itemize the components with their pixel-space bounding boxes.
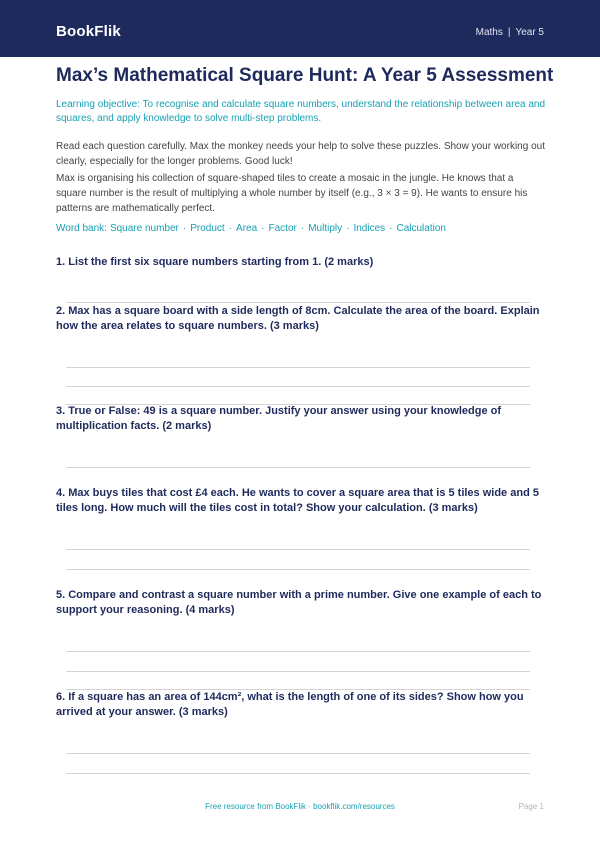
answer-line[interactable] xyxy=(66,671,530,672)
learning-objective: Learning objective: To recognise and calculate square numbers, understand the relationship between area and squares, and apply knowledge to solve multi-step problems. xyxy=(56,99,546,124)
answer-line[interactable] xyxy=(66,569,530,570)
word-bank-word: Square number xyxy=(109,223,179,234)
question-6: 6. If a square has an area of 144cm², what is the length of one of its sides? Show how you arrived at your answer. (3 marks) xyxy=(56,691,524,718)
word-bank-word: Factor xyxy=(268,223,297,234)
answer-line[interactable] xyxy=(66,753,530,754)
brand-logo: BookFlik xyxy=(56,23,121,40)
answer-line[interactable] xyxy=(66,651,530,652)
answer-line[interactable] xyxy=(66,467,530,468)
page-header xyxy=(0,0,600,57)
question-1: 1. List the first six square numbers starting from 1. (2 marks) xyxy=(56,256,374,268)
word-bank-word: Product xyxy=(190,223,225,234)
page-title: Max’s Mathematical Square Hunt: A Year 5 Assessment xyxy=(56,65,554,86)
answer-line[interactable] xyxy=(66,386,530,387)
word-bank xyxy=(56,223,446,234)
word-separator: · xyxy=(300,223,305,234)
separator: | xyxy=(507,27,511,38)
separator-line xyxy=(66,302,530,303)
answer-line[interactable] xyxy=(66,773,530,774)
subject-year xyxy=(476,27,544,38)
question-5: 5. Compare and contrast a square number with a prime number. Give one example of each to support your reasoning. (4 marks) xyxy=(56,589,542,616)
footer-credit-link[interactable]: Free resource from BookFlik · bookflik.com/resources xyxy=(205,802,395,811)
story-text: Max is organising his collection of square-shaped tiles to create a mosaic in the jungle. He knows that a square number is the result of multiplying a whole number by itself (e.g., 3 × 3 = 9). He wants to ensure his patterns are mathematically perfect. xyxy=(56,173,528,214)
page-number: Page 1 xyxy=(518,802,544,811)
word-bank-word: Multiply xyxy=(308,223,343,234)
word-bank-word: Indices xyxy=(353,223,386,234)
word-separator: · xyxy=(389,223,393,234)
question-3: 3. True or False: 49 is a square number. Justify your answer using your knowledge of multiplication facts. (2 marks) xyxy=(56,405,502,432)
word-separator: · xyxy=(228,223,233,234)
word-bank-word: Area xyxy=(236,223,258,234)
word-separator: · xyxy=(261,223,265,234)
word-separator: · xyxy=(346,223,350,234)
answer-line[interactable] xyxy=(66,367,530,368)
question-2: 2. Max has a square board with a side length of 8cm. Calculate the area of the board. Explain how the area relates to square numbers. (3 marks) xyxy=(56,305,540,332)
word-separator: · xyxy=(182,223,187,234)
subject-label: Maths xyxy=(475,27,503,38)
word-bank-label: Word bank: xyxy=(56,223,107,234)
word-bank-word: Calculation xyxy=(396,223,446,234)
question-4: 4. Max buys tiles that cost £4 each. He wants to cover a square area that is 5 tiles wide and 5 tiles long. How much will the tiles cost in total? Show your calculation. (3 marks) xyxy=(56,487,539,514)
year-label: Year 5 xyxy=(515,27,544,38)
intro-text: Read each question carefully. Max the monkey needs your help to solve these puzzles. Show your working out clearly, especially for the longer problems. Good luck! xyxy=(56,141,545,167)
answer-line[interactable] xyxy=(66,549,530,550)
